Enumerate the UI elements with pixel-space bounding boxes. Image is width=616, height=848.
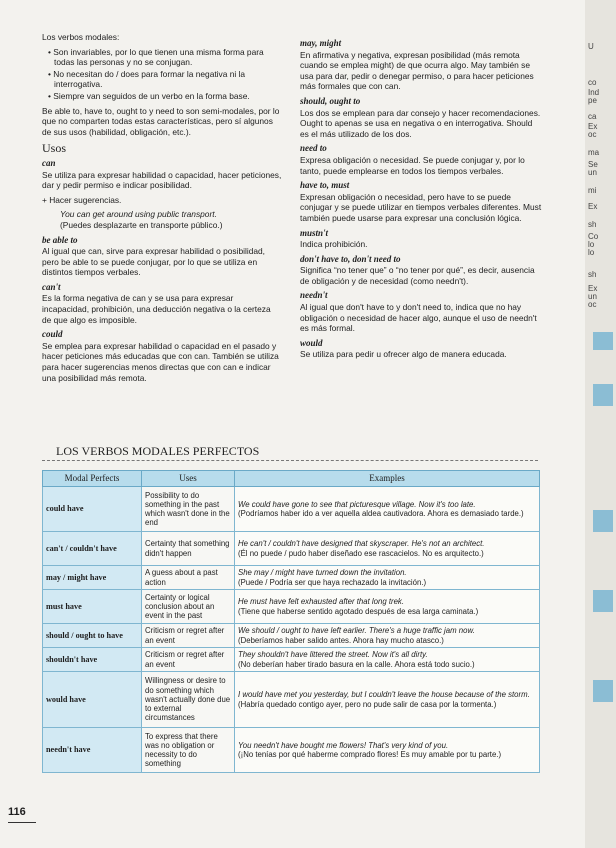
section-title: LOS VERBOS MODALES PERFECTOS xyxy=(42,444,538,461)
table-row xyxy=(43,624,540,648)
example-cell: He can't / couldn't have designed that skyscraper. He's not an architect. (Él no puede / pudo haber diseñado ese rascacielos. No es arquitecto.) xyxy=(235,532,540,566)
modal-cell: could have xyxy=(43,487,142,532)
cant-description: Es la forma negativa de can y se usa para expresar incapacidad, prohibición, una deducción negativa o la certeza de que algo es imposible. xyxy=(42,293,271,325)
example-cell: They shouldn't have littered the street. Now it's all dirty. (No deberían haber tirado basura en la calle. Ahora está todo sucio.) xyxy=(235,648,540,672)
term-need-to: need to xyxy=(300,143,327,154)
can-example xyxy=(60,209,282,230)
edge-fragment: ma xyxy=(588,148,600,157)
modal-cell: would have xyxy=(43,672,142,728)
edge-fragment: oc xyxy=(588,130,597,139)
edge-fragment: sh xyxy=(588,220,597,229)
semi-modals-text: Be able to, have to, ought to y need to son semi-modales, por lo que no comparten todas estas características, pero sí algunos de sus usos (habilidad, obligación, etc.). xyxy=(42,105,280,137)
be-able-to-description: Al igual que can, sirve para expresar habilidad o posibilidad, pero be able to se puede conjugar, por lo que se utiliza en distintos tiempos verbales. xyxy=(42,246,266,278)
edge-color-band xyxy=(593,510,613,532)
edge-fragment: sh xyxy=(588,270,597,279)
use-cell: Criticism or regret after an event xyxy=(142,648,235,672)
modal-cell: may / might have xyxy=(43,566,142,590)
example-cell: I would have met you yesterday, but I couldn't leave the house because of the storm. (Habría quedado contigo ayer, pero no pude salir de casa por la tormenta.) xyxy=(235,672,540,728)
modal-cell: can't / couldn't have xyxy=(43,532,142,566)
header-modal: Modal Perfects xyxy=(43,471,142,487)
edge-fragment: un xyxy=(588,292,597,301)
edge-fragment: Ex xyxy=(588,122,598,131)
modal-cell: shouldn't have xyxy=(43,648,142,672)
edge-fragment: oc xyxy=(588,300,597,309)
edge-fragment: Ind xyxy=(588,88,600,97)
table-row xyxy=(43,566,540,590)
edge-fragment: co xyxy=(588,78,597,87)
mustnt-description: Indica prohibición. xyxy=(300,239,368,250)
use-cell: Certainty that something didn't happen xyxy=(142,532,235,566)
example-cell: We should / ought to have left earlier. There's a huge traffic jam now. (Deberíamos haber salido antes. Ahora hay mucho atasco.) xyxy=(235,624,540,648)
edge-fragment: mi xyxy=(588,186,597,195)
term-dont-have-to: don't have to, don't need to xyxy=(300,253,401,264)
could-description: Se emplea para expresar habilidad o capacidad en el pasado y hacer peticiones más educadas que con can. También se utiliza para hacer sugerencias menos directas que con can e indicar una posibilidad más remota. xyxy=(42,340,279,383)
term-have-to: have to, must xyxy=(300,180,350,191)
edge-fragment: lo xyxy=(588,248,595,257)
list-item: • Son invariables, por lo que tienen una misma forma para todas las personas y no se conjugan. xyxy=(48,46,264,68)
edge-fragment: lo xyxy=(588,240,595,249)
list-item: • Siempre van seguidos de un verbo en la forma base. xyxy=(48,90,250,101)
edge-color-band xyxy=(593,332,613,350)
term-mustnt: mustn't xyxy=(300,227,329,238)
use-cell: Possibility to do something in the past which wasn't done in the end xyxy=(142,487,235,532)
page-number: 116 xyxy=(8,806,26,818)
intro-text: Los verbos modales: xyxy=(42,32,120,42)
use-cell: Certainty or logical conclusion about an event in the past xyxy=(142,590,235,624)
modal-perfects-table xyxy=(42,470,540,773)
can-plus: + Hacer sugerencias. xyxy=(42,194,122,205)
table-row xyxy=(43,672,540,728)
modal-characteristics-list xyxy=(42,47,282,102)
use-cell: To express that there was no obligation or necessity to do something xyxy=(142,728,235,773)
edge-color-band xyxy=(593,680,613,702)
term-can: can xyxy=(42,157,56,168)
use-cell: Criticism or regret after an event xyxy=(142,624,235,648)
edge-fragment: Ex xyxy=(588,202,598,211)
would-description: Se utiliza para pedir u ofrecer algo de manera educada. xyxy=(300,349,507,360)
neednt-description: Al igual que don't have to y don't need to, indica que no hay obligación o necesidad de hacer algo, aunque el uso de needn't es más formal. xyxy=(300,302,537,334)
term-would: would xyxy=(300,337,323,348)
example-es: (Puedes desplazarte en transporte público.) xyxy=(60,219,223,230)
term-could: could xyxy=(42,329,63,340)
table-row xyxy=(43,590,540,624)
right-column xyxy=(300,38,542,364)
left-column xyxy=(42,32,282,387)
have-description: Expresan obligación o necesidad, pero have to se puede conjugar y se puede utilizar en tiempos verbales diferentes. Must también puede usarse para expresar una conclusión lógica. xyxy=(300,191,542,223)
example-cell: He must have felt exhausted after that long trek. (Tiene que haberse sentido agotado después de esa larga caminata.) xyxy=(235,590,540,624)
example-cell: She may / might have turned down the invitation. (Puede / Podría ser que haya rechazado la invitación.) xyxy=(235,566,540,590)
modal-cell: must have xyxy=(43,590,142,624)
term-cant: can't xyxy=(42,281,61,292)
table-header-row xyxy=(43,471,540,487)
edge-fragment: Ex xyxy=(588,284,598,293)
term-neednt: needn't xyxy=(300,290,328,301)
edge-fragment: pe xyxy=(588,96,597,105)
should-description: Los dos se emplean para dar consejo y hacer recomendaciones. Ought to apenas se usa en negativa o en interrogativa. Should es el más utilizado de los dos. xyxy=(300,107,541,139)
dont-have-description: Significa “no tener que” o “no tener por qué”, es decir, ausencia de obligación y de necesidad (como needn't). xyxy=(300,265,535,286)
edge-fragment: Co xyxy=(588,232,599,241)
example-cell: You needn't have bought me flowers! That's very kind of you. (¡No tenías por qué haberme comprado flores! Es muy amable por tu parte.) xyxy=(235,728,540,773)
edge-color-band xyxy=(593,590,613,612)
example-cell: We could have gone to see that picturesque village. Now it's too late. (Podríamos haber ido a ver aquella aldea cautivadora. Ahora es demasiado tarde.) xyxy=(235,487,540,532)
table-row xyxy=(43,648,540,672)
page-number-rule xyxy=(8,822,36,823)
list-item: • No necesitan do / does para formar la negativa ni la interrogativa. xyxy=(48,68,246,90)
table-row xyxy=(43,728,540,773)
need-description: Expresa obligación o necesidad. Se puede conjugar y, por lo tanto, puede emplearse en todos los tiempos verbales. xyxy=(300,154,525,176)
use-cell: A guess about a past action xyxy=(142,566,235,590)
may-description: En afirmativa y negativa, expresan posibilidad (más remota cuando se emplea might) de que ocurra algo. May también se usa para dar, pedir o denegar permiso, o para hacer peticiones más formales que con can. xyxy=(300,49,534,92)
modal-cell: needn't have xyxy=(43,728,142,773)
edge-fragment: U xyxy=(588,42,594,51)
table-row xyxy=(43,487,540,532)
header-uses: Uses xyxy=(142,471,235,487)
example-en: You can get around using public transport. xyxy=(60,209,217,220)
edge-fragment: Se xyxy=(588,160,598,169)
usos-heading: Usos xyxy=(42,141,67,156)
edge-fragment: ca xyxy=(588,112,597,121)
use-cell: Willingness or desire to do something which wasn't actually done due to external circumstances xyxy=(142,672,235,728)
term-be-able-to: be able to xyxy=(42,234,78,245)
term-should: should, ought to xyxy=(300,95,361,106)
modal-cell: should / ought to have xyxy=(43,624,142,648)
table-row xyxy=(43,532,540,566)
edge-fragment: un xyxy=(588,168,597,177)
term-may-might: may, might xyxy=(300,38,342,48)
edge-color-band xyxy=(593,384,613,406)
header-examples: Examples xyxy=(235,471,540,487)
can-description: Se utiliza para expresar habilidad o capacidad, hacer peticiones, dar y pedir permiso e indicar posibilidad. xyxy=(42,169,282,191)
